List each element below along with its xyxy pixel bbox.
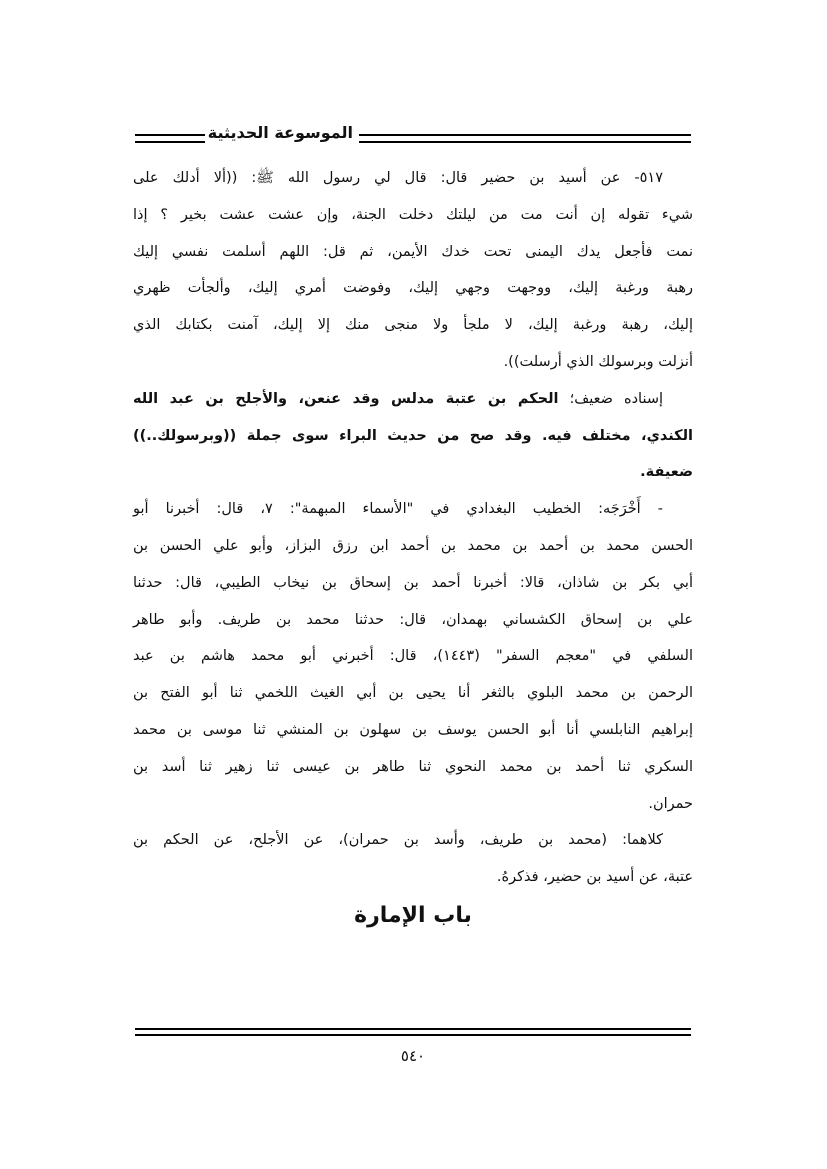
chapter-title: باب الإمارة <box>354 903 472 928</box>
conclusion-line: عتبة، عن أسيد بن حضير، فذكرهُ. <box>496 869 693 886</box>
takhrij-line: - أَخْرَجَه: الخطيب البغدادي في "الأسماء المبهمة": ٧، قال: أخبرنا أبو <box>133 501 664 518</box>
hadith-line: شيء تقوله إن أنت مت من ليلتك دخلت الجنة، وإن عشت عشت بخير ؟ إذا <box>133 206 693 223</box>
grading-prefix: إسناده ضعيف؛ <box>558 390 663 407</box>
takhrij-line: الرحمن بن محمد البلوي بالثغر أنا يحيى بن أبي الغيث اللخمي ثنا أبو الفتح بن <box>133 685 693 702</box>
grading-line: الكندي، مختلف فيه. وقد صح من حديث البراء سوى جملة ((وبرسولك..)) <box>133 427 693 444</box>
hadith-line: رهبة ورغبة إليك، ووجهت وجهي إليك، وفوضت أمري إليك، وألجأت ظهري <box>133 280 693 297</box>
hadith-line: إليك، رهبة ورغبة إليك، لا ملجأ ولا منجى منك إلا إليك، آمنت بكتابك الذي <box>133 317 693 334</box>
takhrij-paragraph <box>133 491 693 822</box>
takhrij-line: السلفي في "معجم السفر" (١٤٤٣)، قال: أخبرني أبو محمد هاشم بن عبد <box>133 648 693 665</box>
takhrij-line: الحسن محمد بن أحمد بن محمد بن أحمد ابن رزق البزاز، وأبو علي الحسن بن <box>133 537 693 554</box>
takhrij-line: علي بن إسحاق الكشساني بهمدان، قال: حدثنا محمد بن طريف. وأبو طاهر <box>133 611 693 628</box>
running-header <box>135 120 691 154</box>
takhrij-line: أبي بكر بن شاذان، قالا: أخبرنا أحمد بن إسحاق بن نيخاب الطيبي، قال: حدثنا <box>133 574 693 591</box>
footer-rule <box>135 1028 691 1036</box>
body-text <box>133 160 693 896</box>
takhrij-line: حمران. <box>648 795 693 812</box>
hadith-line: ٥١٧- عن أسيد بن حضير قال: قال لي رسول الله ﷺ: ((ألا أدلك على <box>133 170 663 186</box>
takhrij-line: السكري ثنا أحمد بن محمد النحوي ثنا طاهر بن عيسى ثنا زهير ثنا أسد بن <box>133 758 693 775</box>
header-rule-right <box>359 134 691 143</box>
conclusion-paragraph <box>133 822 693 896</box>
grading-paragraph <box>133 381 693 491</box>
grading-bold-text: الحكم بن عتبة مدلس وقد عنعن، والأجلح بن عبد الله <box>133 390 559 407</box>
grading-line: ضعيفة. <box>640 464 693 481</box>
conclusion-line: كلاهما: (محمد بن طريف، وأسد بن حمران)، عن الأجلح، عن الحكم بن <box>133 832 663 849</box>
header-rule-left <box>135 134 205 143</box>
hadith-paragraph <box>133 160 693 381</box>
takhrij-line: إبراهيم النابلسي أنا أبو الحسن يوسف بن سهلون بن المنشي ثنا موسى بن محمد <box>133 721 693 738</box>
header-title: الموسوعة الحديثية <box>207 123 353 142</box>
grading-line <box>133 381 693 418</box>
hadith-line: نمت فأجعل يدك اليمنى تحت خدك الأيمن، ثم قل: اللهم أسلمت نفسي إليك <box>133 243 693 260</box>
hadith-line: أنزلت وبرسولك الذي أرسلت)). <box>503 353 693 370</box>
page-number: ٥٤٠ <box>400 1047 426 1065</box>
